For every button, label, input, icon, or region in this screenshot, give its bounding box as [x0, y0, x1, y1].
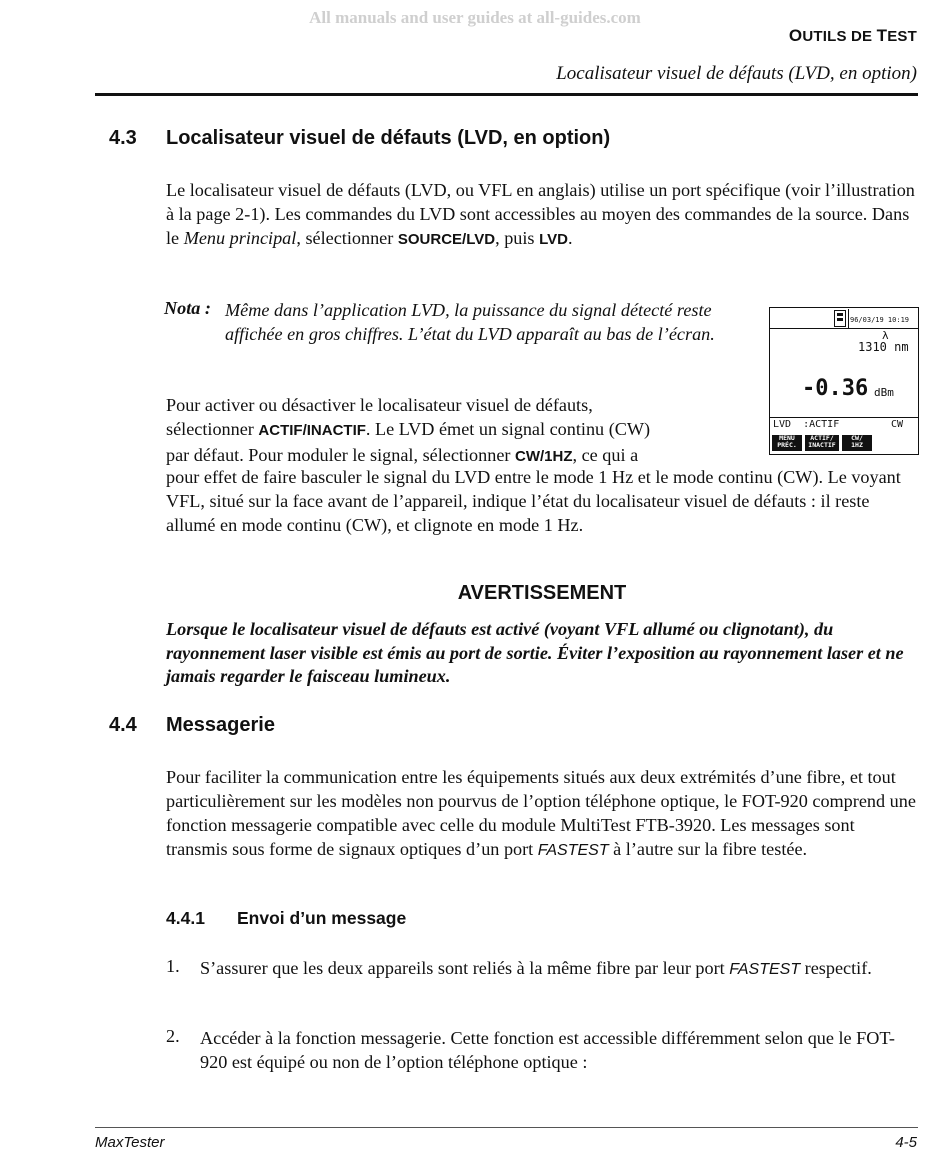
- header-subtitle: Localisateur visuel de défauts (LVD, en option): [556, 63, 917, 84]
- list-item-number: 2.: [166, 1026, 180, 1046]
- subsection-4-4-1-number: 4.4.1: [166, 908, 205, 928]
- softkey-actif-inactif[interactable]: ACTIF/ INACTIF: [805, 435, 839, 451]
- device-screen: [769, 307, 919, 455]
- header-section-title: OUTILS DE TEST: [788, 26, 917, 45]
- device-power-unit: dBm: [874, 386, 894, 399]
- watermark: All manuals and user guides at all-guides.com: [309, 8, 641, 27]
- softkey-cw-1hz[interactable]: CW/ 1HZ: [842, 435, 872, 451]
- subsection-4-4-1-title: Envoi d’un message: [237, 908, 407, 928]
- device-datetime: 96/03/19 10:19: [850, 316, 910, 324]
- header-rule: [95, 93, 918, 96]
- softkey-menu-prec[interactable]: MENU PRÉC.: [772, 435, 802, 451]
- section-4-3-paragraph-2-rest: pour effet de faire basculer le signal du LVD entre le mode 1 Hz et le mode continu (CW). Le voyant VFL, situé sur la face avant de l’appareil, indique l’état du localisateur visuel de défauts : il reste allumé en mode continu (CW), et clignote en mode 1 Hz.: [166, 467, 901, 535]
- section-4-3-title: Localisateur visuel de défauts (LVD, en option): [166, 127, 611, 149]
- footer-rule: [95, 1127, 918, 1128]
- device-wavelength: 1310 nm: [858, 340, 909, 354]
- list-item: S’assurer que les deux appareils sont reliés à la même fibre par leur port FASTEST respectif.: [200, 958, 872, 978]
- section-4-4-number: 4.4: [109, 714, 137, 736]
- warning-text: Lorsque le localisateur visuel de défauts est activé (voyant VFL allumé ou clignotant), du rayonnement laser visible est émis au port de sortie. Éviter l’exposition au rayonnement laser et ne jamais regarder le faisceau lumineux.: [166, 619, 904, 686]
- footer-page-number: 4-5: [895, 1134, 917, 1151]
- section-4-4-paragraph: Pour faciliter la communication entre les équipements situés aux deux extrémités d’une fibre, et tout particulièrement sur les modèles non pourvus de l’option téléphone optique, le FOT-920 comprend une fonction messagerie compatible avec celle du module MultiTest FTB-3920. Les messages sont transmis sous forme de signaux optiques d’un port FASTEST à l’autre sur la fibre testée.: [166, 767, 916, 859]
- device-power-reading: -0.36: [802, 376, 869, 401]
- footer-product-name: MaxTester: [95, 1134, 165, 1151]
- section-4-4-title: Messagerie: [166, 714, 275, 736]
- section-4-3-number: 4.3: [109, 127, 137, 149]
- vfl-mode: CW: [891, 419, 904, 430]
- warning-title: AVERTISSEMENT: [457, 582, 627, 604]
- list-item-number: 1.: [166, 956, 180, 976]
- vfl-status: LVD :ACTIF: [773, 419, 840, 430]
- note-text: Même dans l’application LVD, la puissance du signal détecté reste affichée en gros chiffres. L’état du LVD apparaît au bas de l’écran.: [225, 300, 715, 344]
- section-4-3-paragraph-2-top: Pour activer ou désactiver le localisateur visuel de défauts, sélectionner ACTIF/INACTIF. Le LVD émet un signal continu (CW) par défaut. Pour moduler le signal, sélectionner CW/1HZ, ce qui a: [166, 395, 651, 465]
- battery-icon: [834, 310, 846, 327]
- list-item: Accéder à la fonction messagerie. Cette fonction est accessible différemment selon que le FOT-920 est équipé ou non de l’option téléphone optique :: [200, 1028, 895, 1072]
- lambda-symbol: λ: [882, 329, 889, 342]
- screen-top-divider: [770, 328, 918, 329]
- section-4-3-paragraph-1: Le localisateur visuel de défauts (LVD, ou VFL en anglais) utilise un port spécifique (voir l’illustration à la page 2-1). Les commandes du LVD sont accessibles au moyen des commandes de la source. Dans le Menu principal, sélectionner SOURCE/LVD, puis LVD.: [166, 180, 915, 248]
- status-bar-divider: [770, 417, 918, 418]
- status-divider: [848, 309, 849, 328]
- note-label: Nota :: [164, 298, 211, 318]
